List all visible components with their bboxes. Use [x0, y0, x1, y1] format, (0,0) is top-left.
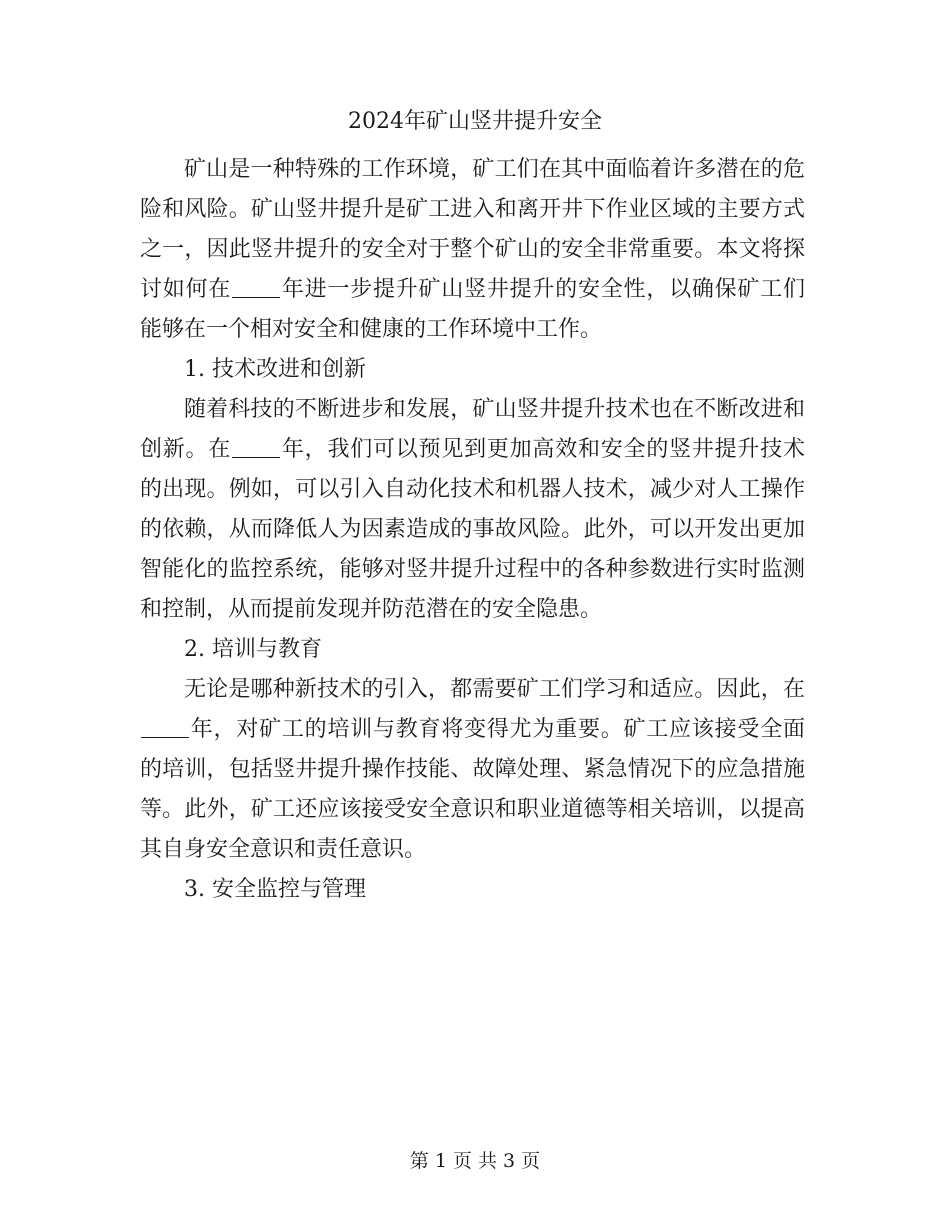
year-blank	[232, 277, 280, 298]
section2-text-b: 年，对矿工的培训与教育将变得尤为重要。矿工应该接受全面的培训，包括竖井提升操作技能、故障处理、紧急情况下的应急措施等。此外，矿工还应该接受安全意识和职业道德等相关培训，以提高其自身安全意识和责任意识。	[140, 717, 805, 862]
section1-text-a: 随着科技的不断进步和发展，矿山竖井提升技术也在不断改进和创新。在	[140, 397, 805, 462]
section-heading-1: 1. 技术改进和创新	[184, 357, 366, 382]
year-blank	[141, 717, 189, 738]
page-number-footer: 第 1 页 共 3 页	[409, 1150, 541, 1172]
document-title: 2024年矿山竖井提升安全	[348, 109, 602, 134]
section1-text-b: 年，我们可以预见到更加高效和安全的竖井提升技术的出现。例如，可以引入自动化技术和机器人技术，减少对人工操作的依赖，从而降低人为因素造成的事故风险。此外，可以开发出更加智能化的监控系统，能够对竖井提升过程中的各种参数进行实时监测和控制，从而提前发现并防范潜在的安全隐患。	[140, 437, 805, 622]
section-heading-3: 3. 安全监控与管理	[184, 877, 366, 902]
intro-text-b: 年进一步提升矿山竖井提升的安全性，以确保矿工们能够在一个相对安全和健康的工作环境中工作。	[140, 277, 805, 342]
section2-text-a: 无论是哪种新技术的引入，都需要矿工们学习和适应。因此，在	[184, 677, 805, 702]
intro-paragraph	[140, 150, 805, 350]
section2-paragraph	[140, 670, 805, 870]
section1-paragraph	[140, 390, 805, 630]
intro-text-a: 矿山是一种特殊的工作环境，矿工们在其中面临着许多潜在的危险和风险。矿山竖井提升是矿工进入和离开井下作业区域的主要方式之一，因此竖井提升的安全对于整个矿山的安全非常重要。本文将探讨如何在	[140, 157, 805, 302]
document-body	[140, 150, 805, 910]
year-blank	[232, 437, 280, 458]
section-heading-2: 2. 培训与教育	[184, 637, 322, 662]
